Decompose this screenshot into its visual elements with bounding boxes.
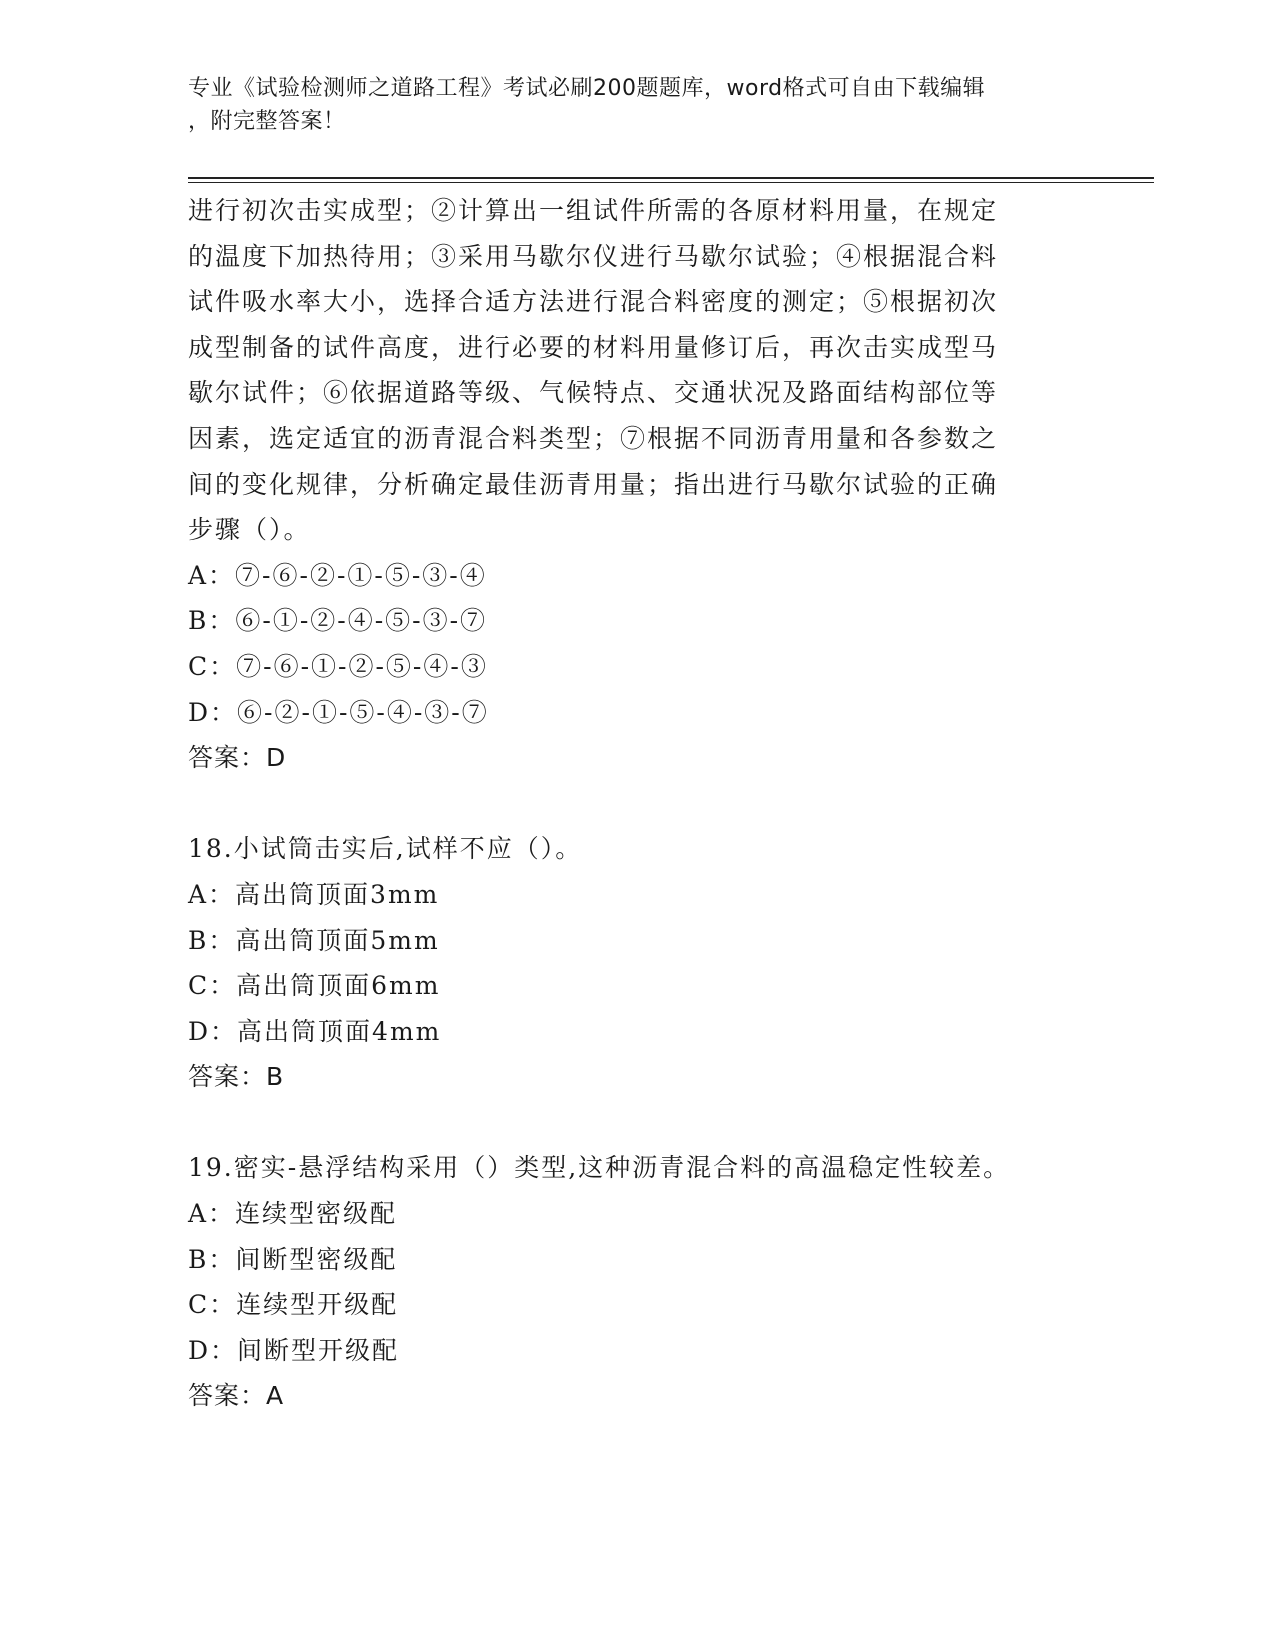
question-text-line: 的温度下加热待用；③采用马歇尔仪进行马歇尔试验；④根据混合料 [188, 241, 999, 271]
page-header [188, 72, 1068, 138]
question-text-line: 因素，选定适宜的沥青混合料类型；⑦根据不同沥青用量和各参数之 [188, 423, 999, 453]
answer-label: 答案：D [188, 743, 287, 773]
option-a: A：高出筒顶面3mm [188, 879, 440, 909]
answer-label: 答案：A [188, 1381, 285, 1411]
question-text-line: 歇尔试件；⑥依据道路等级、气候特点、交通状况及路面结构部位等 [188, 378, 999, 408]
question-text-line: 间的变化规律，分析确定最佳沥青用量；指出进行马歇尔试验的正确 [188, 469, 999, 499]
header-line-2: ，附完整答案！ [188, 109, 346, 134]
question-text: 19.密实-悬浮结构采用（）类型,这种沥青混合料的高温稳定性较差。 [188, 1153, 1011, 1183]
option-c: C：⑦-⑥-①-②-⑤-④-③ [188, 651, 488, 681]
option-a: A：连续型密级配 [188, 1199, 398, 1229]
question-text-line: 进行初次击实成型；②计算出一组试件所需的各原材料用量，在规定 [188, 196, 999, 225]
option-b: B：⑥-①-②-④-⑤-③-⑦ [188, 606, 488, 636]
option-c: C：高出筒顶面6mm [188, 971, 441, 1001]
header-divider [188, 177, 1154, 183]
option-b: B：高出筒顶面5mm [188, 925, 440, 955]
question-text-line: 试件吸水率大小，选择合适方法进行混合料密度的测定；⑤根据初次 [188, 287, 999, 317]
question-text-line: 步骤（）。 [188, 515, 311, 545]
question-text: 18.小试筒击实后,试样不应（）。 [188, 834, 583, 864]
question-text-line: 成型制备的试件高度，进行必要的材料用量修订后，再次击实成型马 [188, 332, 999, 362]
option-d: D：间断型开级配 [188, 1335, 400, 1365]
answer-label: 答案：B [188, 1062, 285, 1092]
question-18 [188, 826, 1088, 1100]
option-d: D：⑥-②-①-⑤-④-③-⑦ [188, 697, 489, 727]
option-b: B：间断型密级配 [188, 1244, 398, 1274]
question-19 [188, 1145, 1088, 1419]
spacer [188, 1100, 1088, 1146]
option-a: A：⑦-⑥-②-①-⑤-③-④ [188, 560, 487, 590]
option-d: D：高出筒顶面4mm [188, 1016, 442, 1046]
document-body [188, 188, 1088, 1419]
option-c: C：连续型开级配 [188, 1290, 399, 1320]
header-line-1: 专业《试验检测师之道路工程》考试必刷200题题库，word格式可自由下载编辑 [188, 76, 986, 101]
question-17-continued [188, 188, 1088, 781]
spacer [188, 781, 1088, 827]
